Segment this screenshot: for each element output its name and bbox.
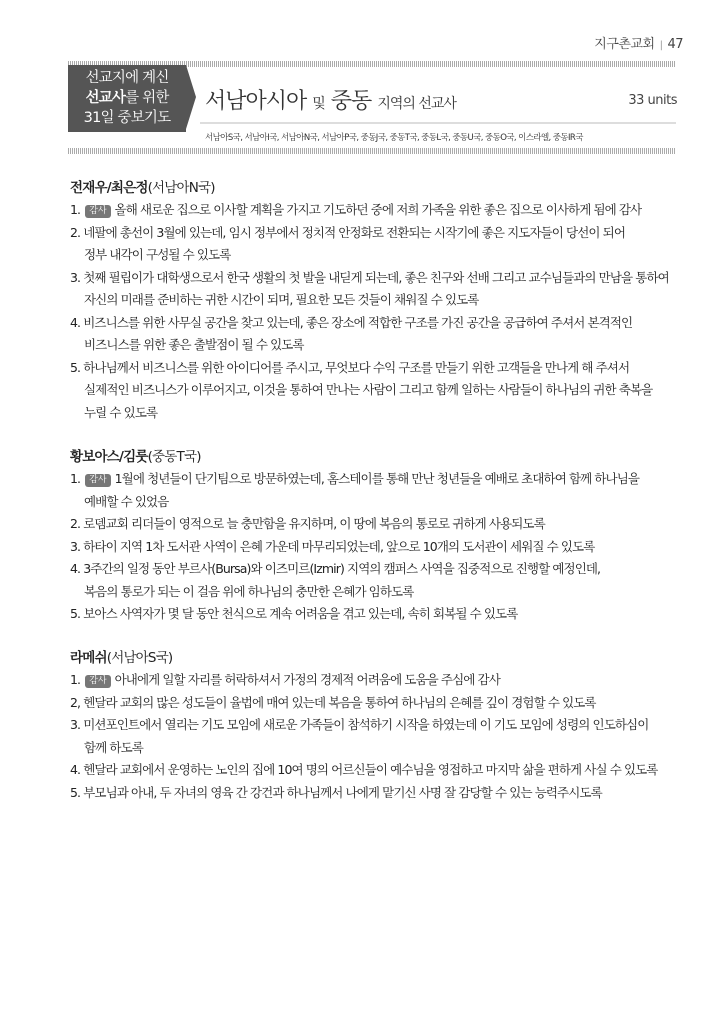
item-text: 3주간의 일정 동안 부르사(Bursa)와 이즈미르(Izmir) 지역의 캠퍼스 사역을 집중적으로 진행할 예정인데,: [83, 561, 601, 576]
item-text: 복음의 통로가 되는 이 걸음 위에 하나님의 충만한 은혜가 임하도록: [84, 583, 414, 599]
prayer-item: [70, 692, 690, 715]
header-separator: |: [659, 40, 663, 51]
prayer-item-continuation: [70, 379, 690, 402]
item-text: 비즈니스를 위한 사무실 공간을 찾고 있는데, 좋은 장소에 적합한 구조를 가진 공간을 공급하여 주셔서 본격적인: [83, 314, 633, 330]
prayer-item-continuation: [70, 737, 690, 760]
prayer-item: [70, 782, 690, 805]
prayer-item: [70, 759, 690, 782]
region: (서남아S국): [106, 650, 173, 666]
thanks-badge: 감사: [85, 675, 110, 688]
item-number: 1.: [70, 202, 81, 217]
prayer-item: [70, 312, 690, 335]
item-text: 자신의 미래를 준비하는 귀한 시간이 되며, 필요한 모든 것들이 채워질 수 있도록: [84, 292, 479, 307]
page-title: 서남아시아 및 중동 지역의 선교사: [205, 89, 456, 114]
prayer-item-continuation: [70, 289, 690, 312]
item-number: 4.: [70, 314, 81, 330]
prayer-item: [70, 513, 690, 536]
page-number: 47: [667, 37, 683, 52]
prayer-item: [70, 669, 690, 692]
item-text: 올해 새로운 집으로 이사할 계획을 가지고 기도하던 중에 저희 가족을 위한 좋은 집으로 이사하게 됨에 감사: [114, 202, 642, 217]
item-number: 1.: [70, 471, 81, 486]
item-number: 5.: [70, 359, 81, 375]
item-number: 4.: [70, 762, 81, 777]
banner-line-3: 31일 중보기도: [83, 110, 171, 126]
item-text: 하타이 지역 1차 도서관 사역이 은혜 가운데 마무리되었는데, 앞으로 10개의 도서관이 세워질 수 있도록: [83, 538, 595, 554]
item-number: 2.: [70, 224, 81, 240]
prayer-item: [70, 199, 690, 222]
prayer-item-continuation: [70, 402, 690, 425]
item-text: 실제적인 비즈니스가 이루어지고, 이것을 통하여 만나는 사람이 그리고 함께 일하는 사람들이 하나님의 귀한 축복을: [84, 382, 653, 397]
title-divider: [200, 122, 676, 124]
missionary-section: [70, 647, 690, 804]
item-number: 2,: [70, 694, 81, 710]
item-text: 첫째 필립이가 대학생으로서 한국 생활의 첫 발을 내딛게 되는데, 좋은 친구와 선배 그리고 교수님들과의 만남을 통하여: [83, 269, 669, 285]
item-number: 2.: [70, 516, 81, 531]
item-text: 헨달라 교회에서 운영하는 노인의 집에 10여 명의 어르신들이 예수님을 영접하고 마지막 삶을 편하게 사실 수 있도록: [83, 762, 658, 777]
item-text: 누릴 수 있도록: [84, 404, 158, 420]
prayer-item-continuation: [70, 581, 690, 604]
region: (서남아N국): [147, 180, 215, 196]
item-number: 5.: [70, 606, 81, 621]
missionary-name: 전재우/최은정(서남아N국): [70, 180, 215, 196]
item-number: 5.: [70, 784, 81, 800]
item-text: 함께 하도록: [84, 739, 143, 755]
item-number: 3.: [70, 538, 81, 554]
units-count: 33 units: [628, 93, 677, 108]
banner-line-1: 선교지에 계신: [85, 70, 169, 86]
item-text: 아내에게 일할 자리를 허락하셔서 가정의 경제적 어려움에 도움을 주심에 감사: [114, 672, 500, 687]
item-text: 비즈니스를 위한 좋은 출발점이 될 수 있도록: [84, 337, 304, 352]
item-text: 정부 내각이 구성될 수 있도록: [84, 247, 231, 262]
prayer-item: [70, 603, 690, 626]
item-number: 1.: [70, 672, 81, 687]
thanks-badge: 감사: [85, 205, 110, 218]
prayer-item: [70, 536, 690, 559]
item-text: 헨달라 교회의 많은 성도들이 율법에 매여 있는데 복음을 통하여 하나님의 은혜를 깊이 경험할 수 있도록: [83, 694, 596, 710]
prayer-item-continuation: [70, 244, 690, 267]
item-text: 예배할 수 있었음: [84, 493, 169, 509]
thanks-badge: 감사: [85, 474, 110, 487]
missionary-section: [70, 446, 690, 626]
item-text: 보아스 사역자가 몇 달 동안 천식으로 계속 어려움을 겪고 있는데, 속히 회복될 수 있도록: [83, 606, 518, 621]
item-text: 네팔에 총선이 3월에 있는데, 임시 정부에서 정치적 안정화로 전환되는 시작기에 좋은 지도자들이 당선이 되어: [83, 224, 626, 240]
prayer-item: [70, 468, 690, 491]
prayer-item: [70, 558, 690, 581]
item-number: 4.: [70, 561, 81, 576]
item-number: 3.: [70, 717, 81, 732]
missionary-name: 라메쉬(서남아S국): [70, 650, 173, 666]
hatch-divider-bottom: [68, 148, 676, 154]
prayer-item-continuation: [70, 334, 690, 357]
series-banner: [68, 65, 186, 132]
country-list: 서남아S국, 서남아I국, 서남아N국, 서남아P국, 중동J국, 중동T국, 중동L국, 중동U국, 중동O국, 이스라엘, 중동IR국: [205, 133, 583, 143]
item-number: 3.: [70, 269, 81, 285]
prayer-item: [70, 222, 690, 245]
prayer-item: [70, 714, 690, 737]
prayer-item: [70, 267, 690, 290]
church-name: 지구촌교회: [594, 37, 655, 52]
item-text: 1월에 청년들이 단기팀으로 방문하였는데, 홈스테이를 통해 만난 청년들을 예배로 초대하여 함께 하나님을: [114, 471, 640, 486]
item-text: 하나님께서 비즈니스를 위한 아이디어를 주시고, 무엇보다 수익 구조를 만들기 위한 고객들을 만나게 해 주셔서: [83, 359, 630, 375]
banner-line-2: 선교사를 위한: [85, 90, 169, 106]
item-text: 로뎀교회 리더들이 영적으로 늘 충만함을 유지하며, 이 땅에 복음의 통로로 귀하게 사용되도록: [83, 516, 545, 531]
item-text: 미션포인트에서 열리는 기도 모임에 새로운 가족들이 참석하기 시작을 하였는데 이 기도 모임에 성령의 인도하심이: [83, 717, 649, 732]
region: (중동T국): [147, 449, 201, 465]
prayer-item: [70, 357, 690, 380]
missionary-section: [70, 177, 690, 424]
prayer-item-continuation: [70, 491, 690, 514]
missionary-name: 황보아스/김룻(중동T국): [70, 449, 201, 465]
item-text: 부모님과 아내, 두 자녀의 영육 간 강건과 하나님께서 나에게 맡기신 사명 잘 감당할 수 있는 능력주시도록: [83, 784, 602, 800]
page-header: [594, 33, 683, 52]
